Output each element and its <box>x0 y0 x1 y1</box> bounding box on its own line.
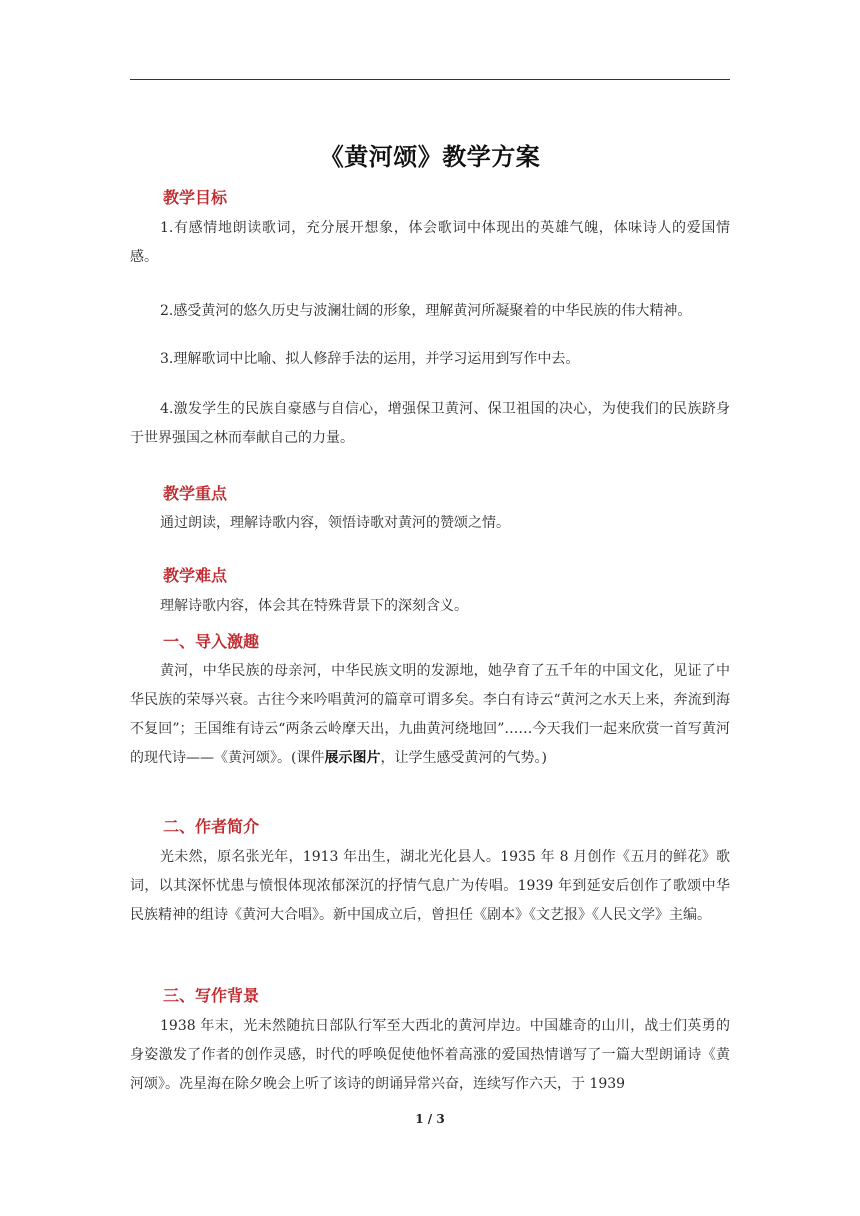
goal-item-4: 4.激发学生的民族自豪感与自信心，增强保卫黄河、保卫祖国的决心，为使我们的民族跻身于世界强国之林而奉献自己的力量。 <box>130 401 730 446</box>
intro-paragraph <box>130 657 730 773</box>
section-heading-key-points: 教学重点 <box>163 484 228 503</box>
section-heading-background: 三、写作背景 <box>163 986 260 1005</box>
intro-text-end: ，让学生感受黄河的气势。) <box>380 750 547 766</box>
goal-item-3: 3.理解歌词中比喻、拟人修辞手法的运用，并学习运用到写作中去。 <box>160 351 580 367</box>
background-paragraph: 1938 年末，光未然随抗日部队行军至大西北的黄河岸边。中国雄奇的山川，战士们英勇的身姿激发了作者的创作灵感，时代的呼唤促使他怀着高涨的爱国热情谱写了一篇大型朗诵诗《黄河颂》。冼星海在除夕晚会上听了该诗的朗诵异常兴奋，连续写作六天，于 1939 <box>130 1018 730 1092</box>
intro-bold-text: 展示图片 <box>324 750 381 766</box>
section-heading-goals: 教学目标 <box>163 188 228 207</box>
document-title: 《黄河颂》教学方案 <box>319 143 541 171</box>
section-heading-difficulties: 教学难点 <box>163 566 228 585</box>
page-number: 1 / 3 <box>415 1112 445 1126</box>
goal-item-2: 2.感受黄河的悠久历史与波澜壮阔的形象，理解黄河所凝聚着的中华民族的伟大精神。 <box>160 303 692 319</box>
author-paragraph: 光未然，原名张光年，1913 年出生，湖北光化县人。1935 年 8 月创作《五月的鲜花》歌词，以其深怀忧患与愤恨体现浓郁深沉的抒情气息广为传唱。1939 年到延安后创作了歌颂中华民族精神的组诗《黄河大合唱》。新中国成立后，曾担任《剧本》《文艺报》《人民文学》主编。 <box>130 849 730 923</box>
section-heading-author: 二、作者简介 <box>163 817 260 836</box>
goal-item-1: 1.有感情地朗读歌词，充分展开想象，体会歌词中体现出的英雄气魄，体味诗人的爱国情感。 <box>130 220 730 265</box>
key-points-text: 通过朗读，理解诗歌内容，领悟诗歌对黄河的赞颂之情。 <box>160 515 510 531</box>
difficulties-text: 理解诗歌内容，体会其在特殊背景下的深刻含义。 <box>160 598 468 614</box>
intro-text: 黄河，中华民族的母亲河，中华民族文明的发源地，她孕育了五千年的中国文化，见证了中华民族的荣辱兴衰。古往今来吟唱黄河的篇章可谓多矣。李白有诗云“黄河之水天上来，奔流到海不复回”；王国维有诗云“两条云岭摩天出，九曲黄河绕地回”……今天我们一起来欣赏一首写黄河的现代诗——《黄河颂》。(课件 <box>130 663 730 766</box>
header-rule <box>130 79 730 80</box>
section-heading-intro: 一、导入激趣 <box>163 632 260 651</box>
